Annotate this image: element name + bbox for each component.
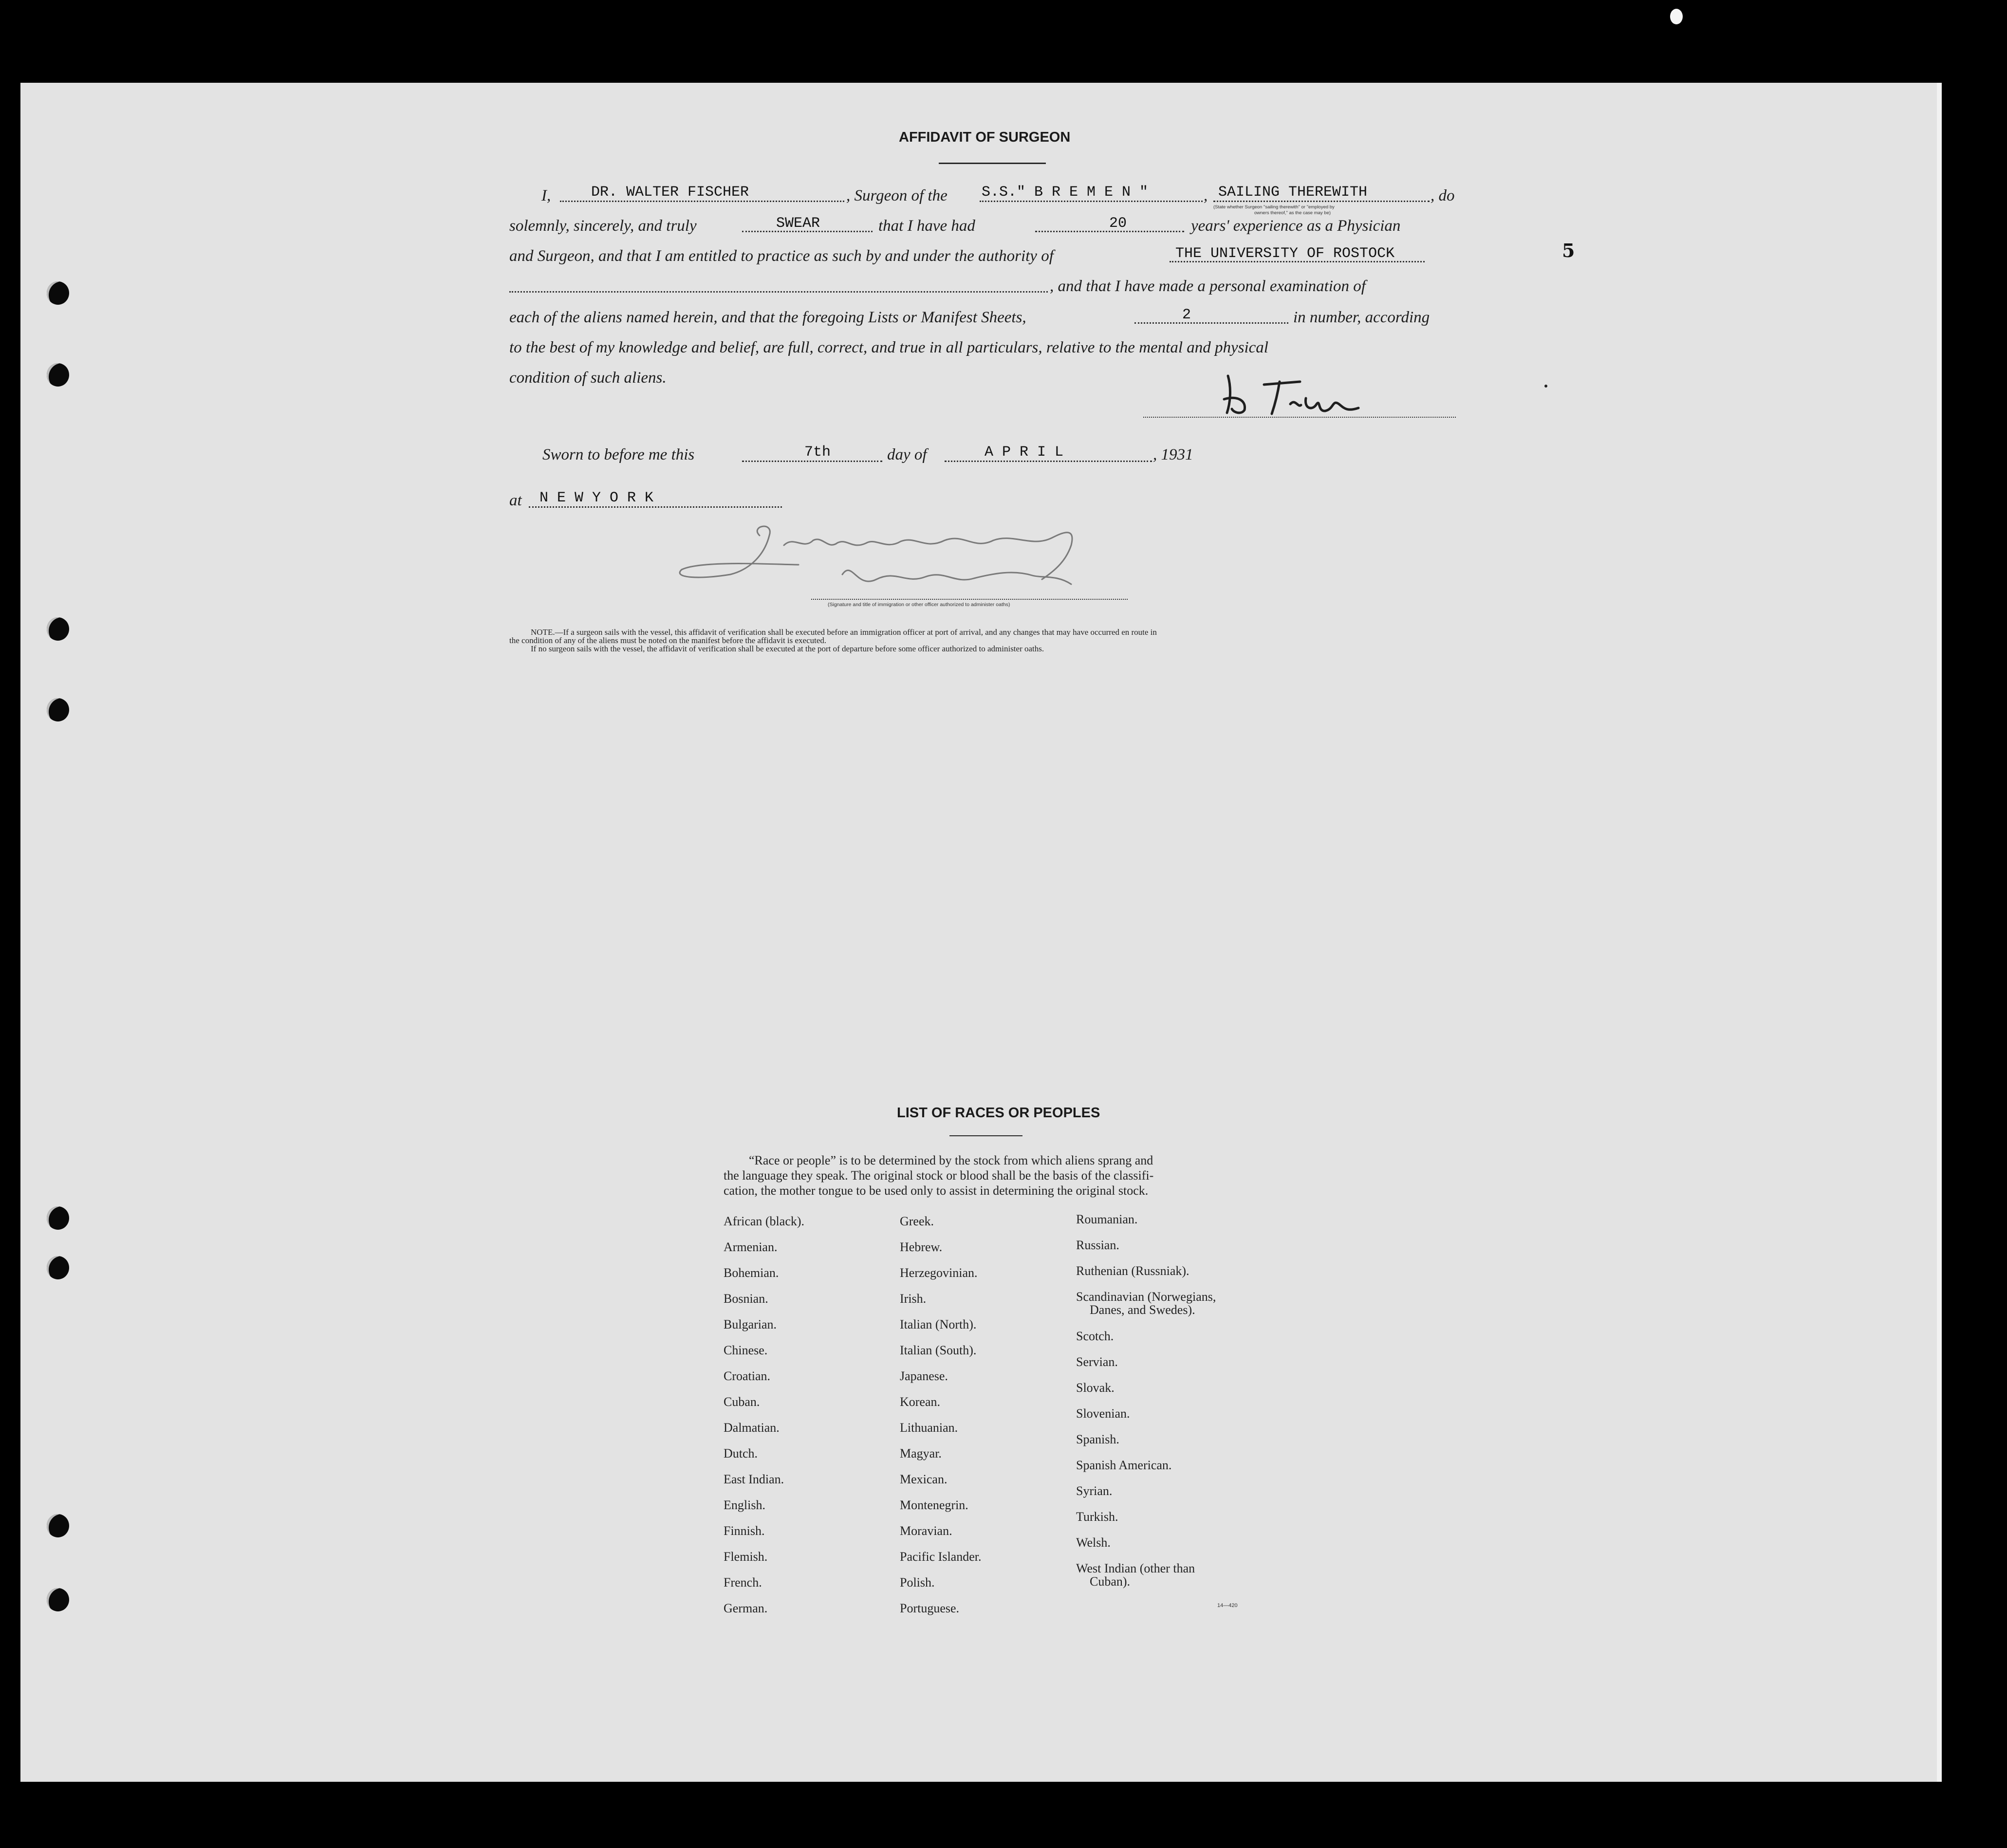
binder-hole bbox=[47, 1514, 69, 1537]
binder-hole bbox=[47, 281, 69, 305]
sworn-year: , 1931 bbox=[1153, 446, 1193, 463]
sailing-blank bbox=[1213, 201, 1430, 202]
race-item: African (black). bbox=[724, 1214, 805, 1228]
sworn-month: A P R I L bbox=[985, 444, 1064, 461]
sailing-note-2: owners thereof," as the case may be) bbox=[1254, 210, 1331, 216]
stray-mark bbox=[1544, 385, 1547, 388]
race-item: Chinese. bbox=[724, 1343, 768, 1357]
oath-word: SWEAR bbox=[776, 215, 820, 232]
binder-hole bbox=[47, 363, 69, 387]
ship-blank bbox=[980, 201, 1203, 202]
do-label: , do bbox=[1431, 187, 1455, 204]
race-item: East Indian. bbox=[724, 1472, 784, 1486]
affidavit-pronoun: I, bbox=[541, 187, 551, 204]
signature-line bbox=[1143, 417, 1456, 418]
sailing-status: SAILING THEREWITH bbox=[1218, 184, 1368, 201]
binder-hole bbox=[47, 1256, 69, 1279]
races-intro-line-2: the language they speak. The original stock or blood shall be the basis of the classifi- bbox=[724, 1168, 1154, 1183]
race-item: Scandinavian (Norwegians, bbox=[1076, 1290, 1216, 1304]
binder-hole bbox=[47, 617, 69, 641]
race-item: Finnish. bbox=[724, 1524, 765, 1538]
title-underline bbox=[939, 163, 1046, 164]
comma-1: , bbox=[1204, 187, 1208, 204]
race-item: Dalmatian. bbox=[724, 1421, 780, 1435]
manifest-page bbox=[20, 83, 1942, 1782]
race-item: Armenian. bbox=[724, 1240, 778, 1254]
surgeon-signature bbox=[1217, 370, 1393, 419]
place-blank bbox=[529, 506, 782, 508]
note-line-2: the condition of any of the aliens must be noted on the manifest before the affidavit is executed. bbox=[509, 636, 827, 645]
condition-label: condition of such aliens. bbox=[509, 369, 667, 387]
aliens-label: each of the aliens named herein, and that the foregoing Lists or Manifest Sheets, bbox=[509, 309, 1026, 326]
race-item: Montenegrin. bbox=[900, 1498, 968, 1512]
note-line-1: NOTE.—If a surgeon sails with the vessel, this affidavit of verification shall be executed before an immigration officer at port of arrival, and any changes that may have occurred en route in bbox=[531, 628, 1157, 637]
races-underline bbox=[949, 1135, 1022, 1136]
race-item: English. bbox=[724, 1498, 765, 1512]
race-item: Korean. bbox=[900, 1395, 941, 1409]
race-item: Mexican. bbox=[900, 1472, 948, 1486]
surgeon-of-label: , Surgeon of the bbox=[846, 187, 948, 204]
race-item: Greek. bbox=[900, 1214, 934, 1228]
race-item: Spanish. bbox=[1076, 1432, 1119, 1446]
knowledge-label: to the best of my knowledge and belief, are full, correct, and true in all particulars, relative to the mental and physical bbox=[509, 339, 1268, 356]
form-number: 14—420 bbox=[1217, 1603, 1238, 1608]
race-item: Polish. bbox=[900, 1575, 935, 1589]
officer-signature bbox=[672, 516, 1198, 604]
race-item: French. bbox=[724, 1575, 762, 1589]
exam-label: , and that I have made a personal examination of bbox=[1050, 277, 1366, 295]
race-item: German. bbox=[724, 1601, 768, 1615]
month-blank bbox=[945, 461, 1152, 462]
authority-label: and Surgeon, and that I am entitled to practice as such by and under the authority of bbox=[509, 247, 1054, 265]
sworn-day: 7th bbox=[804, 444, 831, 461]
experience-label: years' experience as a Physician bbox=[1191, 217, 1401, 235]
race-item: Syrian. bbox=[1076, 1484, 1113, 1498]
day-of-label: day of bbox=[887, 446, 927, 463]
race-item: Flemish. bbox=[724, 1550, 768, 1564]
name-blank bbox=[560, 201, 844, 202]
sheets-count: 2 bbox=[1182, 307, 1191, 323]
race-item: Bosnian. bbox=[724, 1292, 768, 1306]
race-item: Servian. bbox=[1076, 1355, 1118, 1369]
sworn-label: Sworn to before me this bbox=[542, 446, 695, 463]
solemnly-label: solemnly, sincerely, and truly bbox=[509, 217, 697, 235]
in-number-label: in number, according bbox=[1293, 309, 1430, 326]
race-item: Bulgarian. bbox=[724, 1317, 777, 1331]
race-item: Magyar. bbox=[900, 1446, 942, 1460]
day-blank bbox=[742, 461, 882, 462]
race-item: Turkish. bbox=[1076, 1510, 1118, 1524]
binder-hole bbox=[47, 1206, 69, 1230]
race-item: Irish. bbox=[900, 1292, 927, 1306]
race-item: Slovenian. bbox=[1076, 1406, 1130, 1421]
race-item: Roumanian. bbox=[1076, 1212, 1138, 1226]
race-item: Pacific Islander. bbox=[900, 1550, 982, 1564]
at-label: at bbox=[509, 492, 522, 509]
race-item: Danes, and Swedes). bbox=[1090, 1303, 1195, 1317]
races-intro bbox=[724, 1153, 1259, 1198]
affidavit-title: AFFIDAVIT OF SURGEON bbox=[899, 129, 1071, 145]
race-item: Scotch. bbox=[1076, 1329, 1114, 1343]
authority-name: THE UNIVERSITY OF ROSTOCK bbox=[1175, 245, 1395, 262]
page-number: 5 bbox=[1562, 240, 1575, 261]
race-item: Croatian. bbox=[724, 1369, 771, 1383]
binder-hole bbox=[47, 1588, 69, 1611]
scan-speck bbox=[1670, 9, 1683, 24]
note-line-3: If no surgeon sails with the vessel, the affidavit of verification shall be executed at the port of departure before some officer authorized to administer oaths. bbox=[531, 644, 1044, 653]
sailing-note-1: (State whether Surgeon "sailing therewith" or "employed by bbox=[1213, 204, 1335, 210]
race-item: Welsh. bbox=[1076, 1535, 1111, 1550]
race-item: Hebrew. bbox=[900, 1240, 943, 1254]
binder-hole bbox=[47, 698, 69, 721]
race-item: West Indian (other than bbox=[1076, 1561, 1195, 1575]
authority-blank-2 bbox=[509, 291, 1048, 293]
race-item: Japanese. bbox=[900, 1369, 948, 1383]
race-item: Herzegovinian. bbox=[900, 1266, 978, 1280]
race-item: Moravian. bbox=[900, 1524, 952, 1538]
ship-name: S.S." B R E M E N " bbox=[982, 184, 1149, 201]
sheets-blank bbox=[1134, 322, 1288, 324]
race-item: Russian. bbox=[1076, 1238, 1119, 1252]
race-item: Portuguese. bbox=[900, 1601, 960, 1615]
years-count: 20 bbox=[1109, 215, 1127, 232]
officer-line bbox=[811, 599, 1128, 600]
surgeon-name: DR. WALTER FISCHER bbox=[591, 184, 749, 201]
races-title: LIST OF RACES OR PEOPLES bbox=[897, 1105, 1100, 1121]
race-item: Italian (South). bbox=[900, 1343, 977, 1357]
race-item: Dutch. bbox=[724, 1446, 758, 1460]
races-intro-line-3: cation, the mother tongue to be used only to assist in determining the original stock. bbox=[724, 1183, 1149, 1198]
race-item: Ruthenian (Russniak). bbox=[1076, 1264, 1189, 1278]
race-item: Cuban. bbox=[724, 1395, 760, 1409]
race-item: Bohemian. bbox=[724, 1266, 779, 1280]
had-label: that I have had bbox=[878, 217, 975, 235]
sworn-place: N E W Y O R K bbox=[539, 490, 654, 506]
race-item: Slovak. bbox=[1076, 1381, 1115, 1395]
race-item: Lithuanian. bbox=[900, 1421, 958, 1435]
race-item: Spanish American. bbox=[1076, 1458, 1172, 1472]
race-item: Italian (North). bbox=[900, 1317, 977, 1331]
race-item: Cuban). bbox=[1090, 1574, 1131, 1589]
officer-caption: (Signature and title of immigration or other officer authorized to administer oaths) bbox=[828, 602, 1010, 608]
races-intro-line-1: “Race or people” is to be determined by the stock from which aliens sprang and bbox=[749, 1153, 1153, 1167]
